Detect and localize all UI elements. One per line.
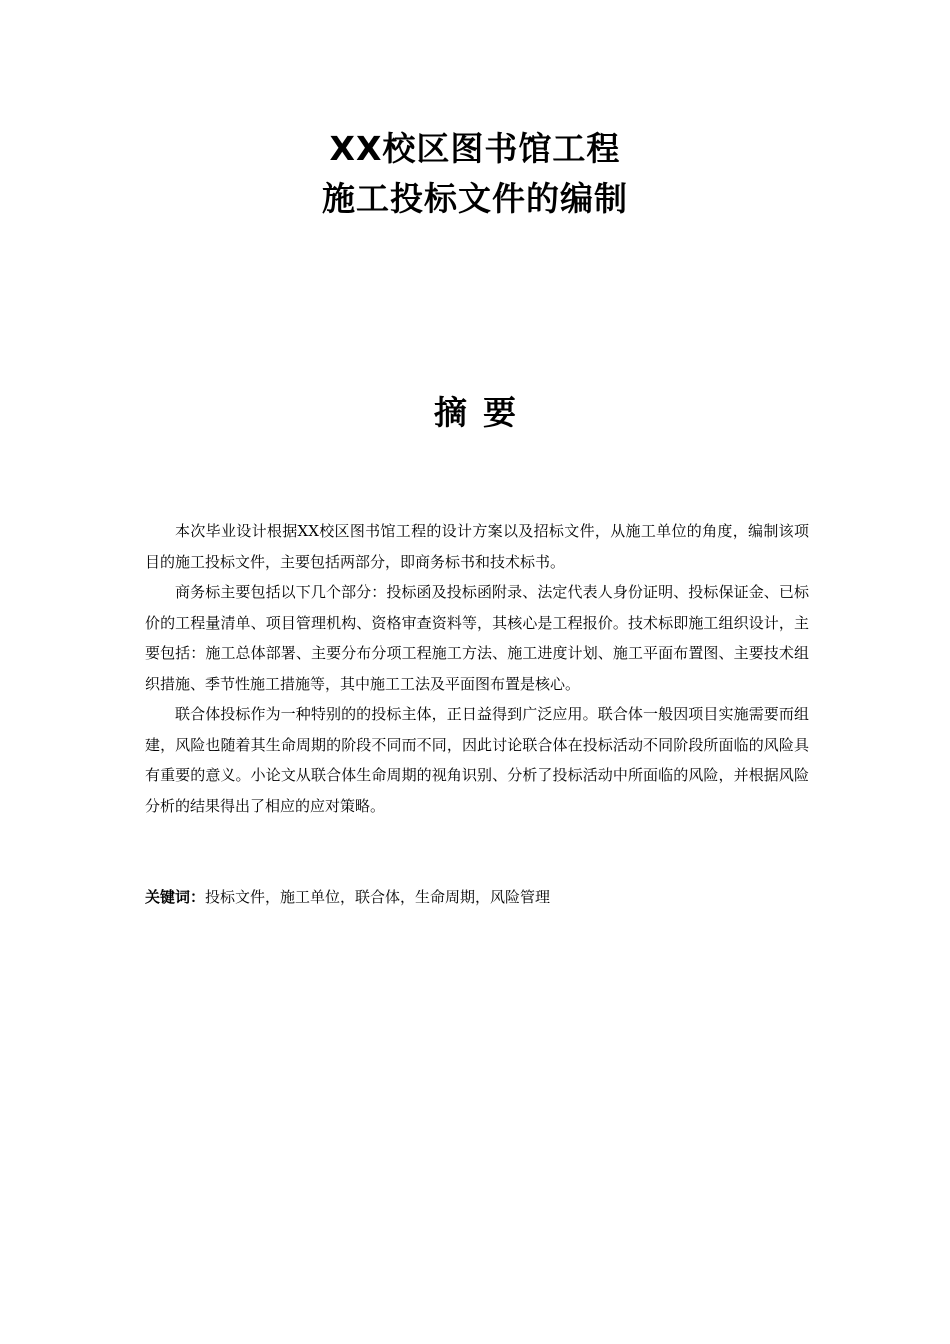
document-title	[0, 124, 950, 224]
abstract-heading	[0, 388, 950, 438]
title-line-1: XX校区图书馆工程	[329, 129, 621, 168]
abstract-paragraph-3: 联合体投标作为一种特别的的投标主体，正日益得到广泛应用。联合体一般因项目实施需要而组建，风险也随着其生命周期的阶段不同而不同，因此讨论联合体在投标活动不同阶段所面临的风险具有重要的意义。小论文从联合体生命周期的视角识别、分析了投标活动中所面临的风险，并根据风险分析的结果得出了相应的应对策略。	[145, 705, 809, 815]
keywords-text: 投标文件，施工单位，联合体，生命周期，风险管理	[205, 888, 551, 906]
abstract-heading-char-2: 要	[483, 393, 516, 432]
title-line-2: 施工投标文件的编制	[322, 179, 628, 218]
abstract-heading-char-1: 摘	[434, 393, 467, 432]
keywords-line	[145, 882, 809, 912]
keywords-label: 关键词：	[145, 888, 206, 906]
abstract-paragraph-1: 本次毕业设计根据XX校区图书馆工程的设计方案以及招标文件，从施工单位的角度，编制该项目的施工投标文件，主要包括两部分，即商务标书和技术标书。	[145, 522, 809, 571]
abstract-body	[145, 516, 809, 821]
abstract-paragraph-2: 商务标主要包括以下几个部分：投标函及投标函附录、法定代表人身份证明、投标保证金、已标价的工程量清单、项目管理机构、资格审查资料等，其核心是工程报价。技术标即施工组织设计，主要包括：施工总体部署、主要分布分项工程施工方法、施工进度计划、施工平面布置图、主要技术组织措施、季节性施工措施等，其中施工工法及平面图布置是核心。	[145, 583, 809, 693]
